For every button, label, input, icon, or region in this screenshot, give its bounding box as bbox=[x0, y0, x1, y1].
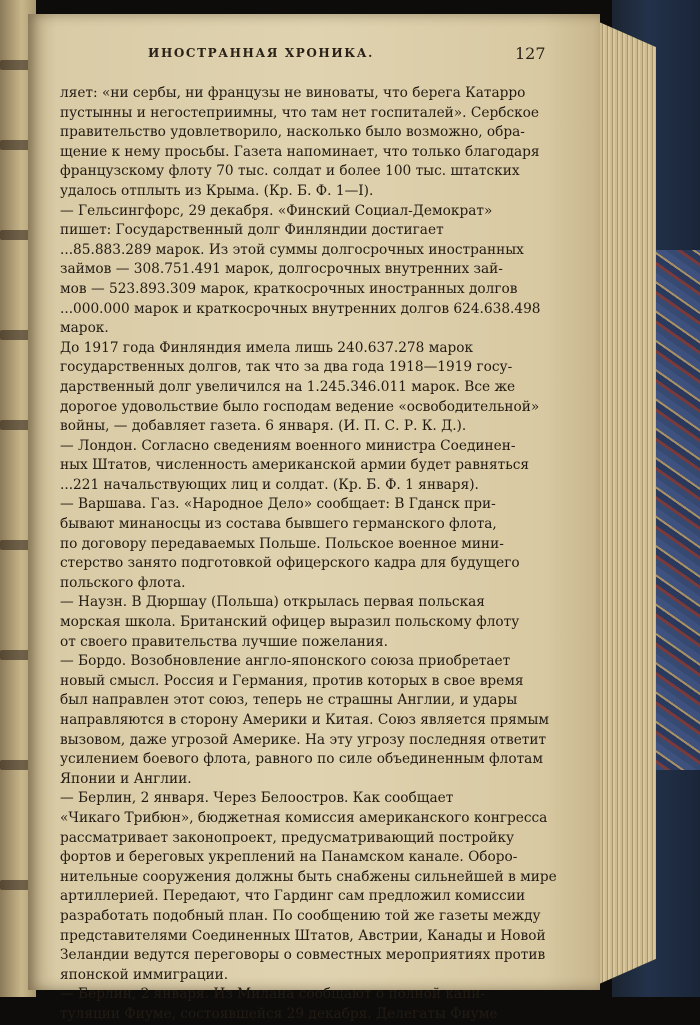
text-line: Японии и Англии. bbox=[60, 770, 192, 787]
text-line: представителями Соединенных Штатов, Австрии, Канады и Новой bbox=[60, 927, 546, 944]
text-line: туляции Фиуме, состоявшейся 29 декабря. Делегаты Фиуме bbox=[60, 1005, 498, 1022]
text-line: японской иммиграции. bbox=[60, 966, 229, 983]
text-line: ...221 начальствующих лиц и солдат. (Кр. Б. Ф. 1 января). bbox=[60, 476, 479, 493]
text-line: марок. bbox=[60, 320, 109, 337]
text-line: пустынны и негостеприимны, что там нет госпиталей». Сербское bbox=[60, 104, 540, 121]
text-line: польского флота. bbox=[60, 574, 186, 591]
text-line: от своего правительства лучшие пожелания. bbox=[60, 633, 389, 650]
text-line: правительство удовлетворило, насколько было возможно, обра- bbox=[60, 124, 525, 141]
text-line: «Чикаго Трибюн», бюджетная комиссия американского конгресса bbox=[60, 809, 548, 826]
text-line: дорогое удовольствие было господам ведение «освободительной» bbox=[60, 398, 540, 415]
text-line: по договору передаваемых Польше. Польское военное мини- bbox=[60, 535, 504, 552]
text-line: бывают минаносцы из состава бывшего германского флота, bbox=[60, 516, 497, 533]
text-line: мов — 523.893.309 марок, краткосрочных иностранных долгов bbox=[60, 280, 518, 297]
text-line: ных Штатов, численность американской армии будет равняться bbox=[60, 457, 530, 474]
marbled-endpaper bbox=[655, 250, 700, 770]
running-head: ИНОСТРАННАЯ ХРОНИКА. bbox=[148, 46, 374, 60]
text-line: удалось отплыть из Крыма. (Кр. Б. Ф. 1—I). bbox=[60, 182, 374, 199]
page-body-text bbox=[60, 84, 565, 1025]
text-line: французскому флоту 70 тыс. солдат и более 100 тыс. штатских bbox=[60, 163, 520, 180]
text-line: щение к нему просьбы. Газета напоминает, что только благодаря bbox=[60, 143, 540, 160]
text-line: — Берлин, 2 января. Из Милана сообщают о полной капи- bbox=[60, 986, 485, 1003]
book-page bbox=[28, 14, 600, 1022]
text-line: — Бордо. Возобновление англо-японского союза приобретает bbox=[60, 653, 511, 670]
page-number: 127 bbox=[515, 44, 546, 63]
text-line: государственных долгов, так что за два года 1918—1919 госу- bbox=[60, 359, 513, 376]
text-line: разработать подобный план. По сообщению той же газеты между bbox=[60, 907, 541, 924]
text-line: нительные сооружения должны быть снабжены сильнейшей в мире bbox=[60, 868, 557, 885]
text-line: ляет: «ни сербы, ни французы не виноваты, что берега Катарро bbox=[60, 85, 526, 101]
text-line: артиллерией. Передают, что Гардинг сам предложил комиссии bbox=[60, 888, 526, 905]
text-line: — Наузн. В Дюршау (Польша) открылась первая польская bbox=[60, 594, 485, 611]
text-line: — Берлин, 2 января. Через Белоостров. Как сообщает bbox=[60, 790, 454, 807]
text-line: ...85.883.289 марок. Из этой суммы долгосрочных иностранных bbox=[60, 241, 524, 258]
text-line: стерство занято подготовкой офицерского кадра для будущего bbox=[60, 555, 520, 572]
text-line: — Варшава. Газ. «Народное Дело» сообщает: В Гданск при- bbox=[60, 496, 496, 513]
text-line: рассматривает законопроект, предусматривающий постройку bbox=[60, 829, 515, 846]
text-line: Зеландии ведутся переговоры о совместных мероприятиях против bbox=[60, 947, 546, 964]
text-line: ...000.000 марок и краткосрочных внутренних долгов 624.638.498 bbox=[60, 300, 541, 317]
text-line: дарственный долг увеличился на 1.245.346.011 марок. Все же bbox=[60, 378, 516, 395]
text-line: — Гельсингфорс, 29 декабря. «Финский Социал-Демократ» bbox=[60, 202, 493, 219]
text-line: пишет: Государственный долг Финляндии достигает bbox=[60, 222, 444, 239]
text-line: До 1917 года Финляндия имела лишь 240.637.278 марок bbox=[60, 339, 474, 356]
text-line: — Лондон. Согласно сведениям военного министра Соединен- bbox=[60, 437, 516, 454]
text-line: фортов и береговых укреплений на Панамском канале. Оборо- bbox=[60, 849, 518, 866]
text-line: займов — 308.751.491 марок, долгосрочных внутренних зай- bbox=[60, 261, 503, 278]
text-line: вызовом, даже угрозой Америке. На эту угрозу последняя ответит bbox=[60, 731, 547, 748]
text-line: морская школа. Британский офицер выразил польскому флоту bbox=[60, 614, 520, 631]
text-line: новый смысл. Россия и Германия, против которых в свое время bbox=[60, 672, 524, 689]
text-line: войны, — добавляет газета. 6 января. (И. П. С. Р. К. Д.). bbox=[60, 418, 467, 435]
text-line: направляются в сторону Америки и Китая. Союз является прямым bbox=[60, 712, 550, 728]
text-line: был направлен этот союз, теперь не страшны Англии, и удары bbox=[60, 692, 518, 709]
text-line: усилением боевого флота, равного по силе объединенным флотам bbox=[60, 751, 543, 768]
